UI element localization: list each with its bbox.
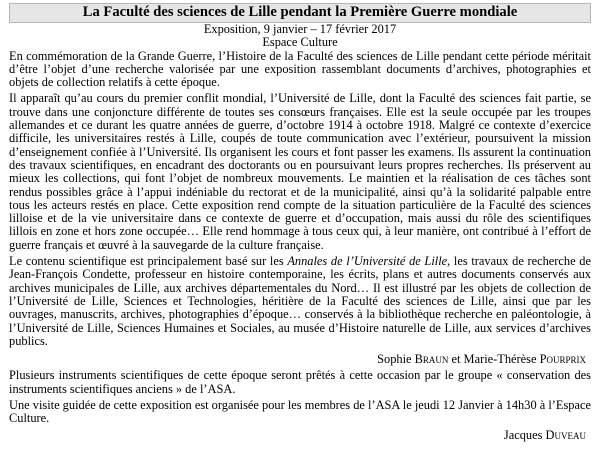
organizer-last-name: Duveau <box>545 427 586 442</box>
annales-title: Annales de l’Université de Lille <box>287 254 448 269</box>
author2-last-name: Pourprix <box>539 352 586 367</box>
exhibition-dates: Exposition, 9 janvier – 17 février 2017 <box>203 22 397 36</box>
paragraph-context: Il apparaît qu’au cours du premier conflit mondial, l’Université de Lille, dont la Faculté des sciences fait partie, se trouve dans une conjoncture différente de toutes ses consœurs françaises. Elle est la seule occupée par les troupes allemandes et ce durant les quatre années de guerre, d’octobre 1914 à octobre 1918. Malgré ce contexte d’exercice difficile, les universitaires restés à Lille, coupés de toute communication avec l’extérieur, poursuivent la mission d’enseignement confiée à l’Université. Ils organisent les cours et font passer les examens. Ils assurent la continuation des travaux scientifiques, en encadrant des doctorants ou en poursuivant leurs propres recherches. Ils préservent au mieux les collections, qui font l’objet de nombreux mouvements. Le maintien et la réalisation de ces tâches sont rendus possibles grâce à l’appui indéniable du rectorat et de la municipalité, ainsi qu’à la solidarité palpable entre tous les acteurs restés en place. Cette exposition rend compte de la situation particulière de la Faculté des sciences lilloise et de la vie universitaire dans ce contexte de guerre et d’occupation, mais aussi du rôle des scientifiques lillois en zone et hors zone occupée… Elle rend hommage à tous ceux qui, à leur manière, ont contribué à l’effort de guerre français et œuvré à la sauvegarde de la culture française. <box>9 91 591 252</box>
article-title-text: La Faculté des sciences de Lille pendant la Première Guerre mondiale <box>82 4 518 20</box>
author2-first-name: et Marie-Thérèse <box>448 352 540 367</box>
paragraph-sources <box>9 255 591 348</box>
paragraph-visit: Une visite guidée de cette exposition est organisée pour les membres de l’ASA le jeudi 12 Janvier à 14h30 à l’Espace Culture. <box>9 398 591 426</box>
author1-last-name: Braun <box>414 352 449 367</box>
organizer-first-name: Jacques <box>503 427 546 442</box>
signature-organizer <box>9 429 591 442</box>
paragraph-intro: En commémoration de la Grande Guerre, l’Histoire de la Faculté des sciences de Lille pendant cette période méritait d’être l’objet d’une recherche valorisée par une exposition rassemblant documents d’archives, photographies et objets de collection relatifs à cette époque. <box>9 48 591 90</box>
signature-authors <box>9 353 591 366</box>
exhibition-venue: Espace Culture <box>262 35 338 50</box>
paragraph-sources-end: , les travaux de recherche de Jean-François Condette, professeur en histoire contemporaine, les écrits, plans et autres documents conservés aux archives municipales de Lille, aux archives départementales du Nord… Il est illustré par les objets de collection de l’Université de Lille, Sciences et Technologies, héritière de la Faculté des sciences de Lille, ainsi que par les ouvrages, manuscrits, archives, photographies d’époque… conservés à la bibliothèque recherche en paléontologie, à l’Université de Lille, Sciences Humaines et Sociales, au musée d’Histoire naturelle de Lille, aux services d’archives publics. <box>9 254 591 348</box>
article-title <box>9 3 591 23</box>
paragraph-sources-start: Le contenu scientifique est principalement basé sur les <box>9 254 288 269</box>
author1-first-name: Sophie <box>377 352 415 367</box>
paragraph-instruments: Plusieurs instruments scientifiques de cette époque seront prêtés à cette occasion par le groupe « conservation des instruments scientifiques anciens » de l’ASA. <box>9 368 591 396</box>
